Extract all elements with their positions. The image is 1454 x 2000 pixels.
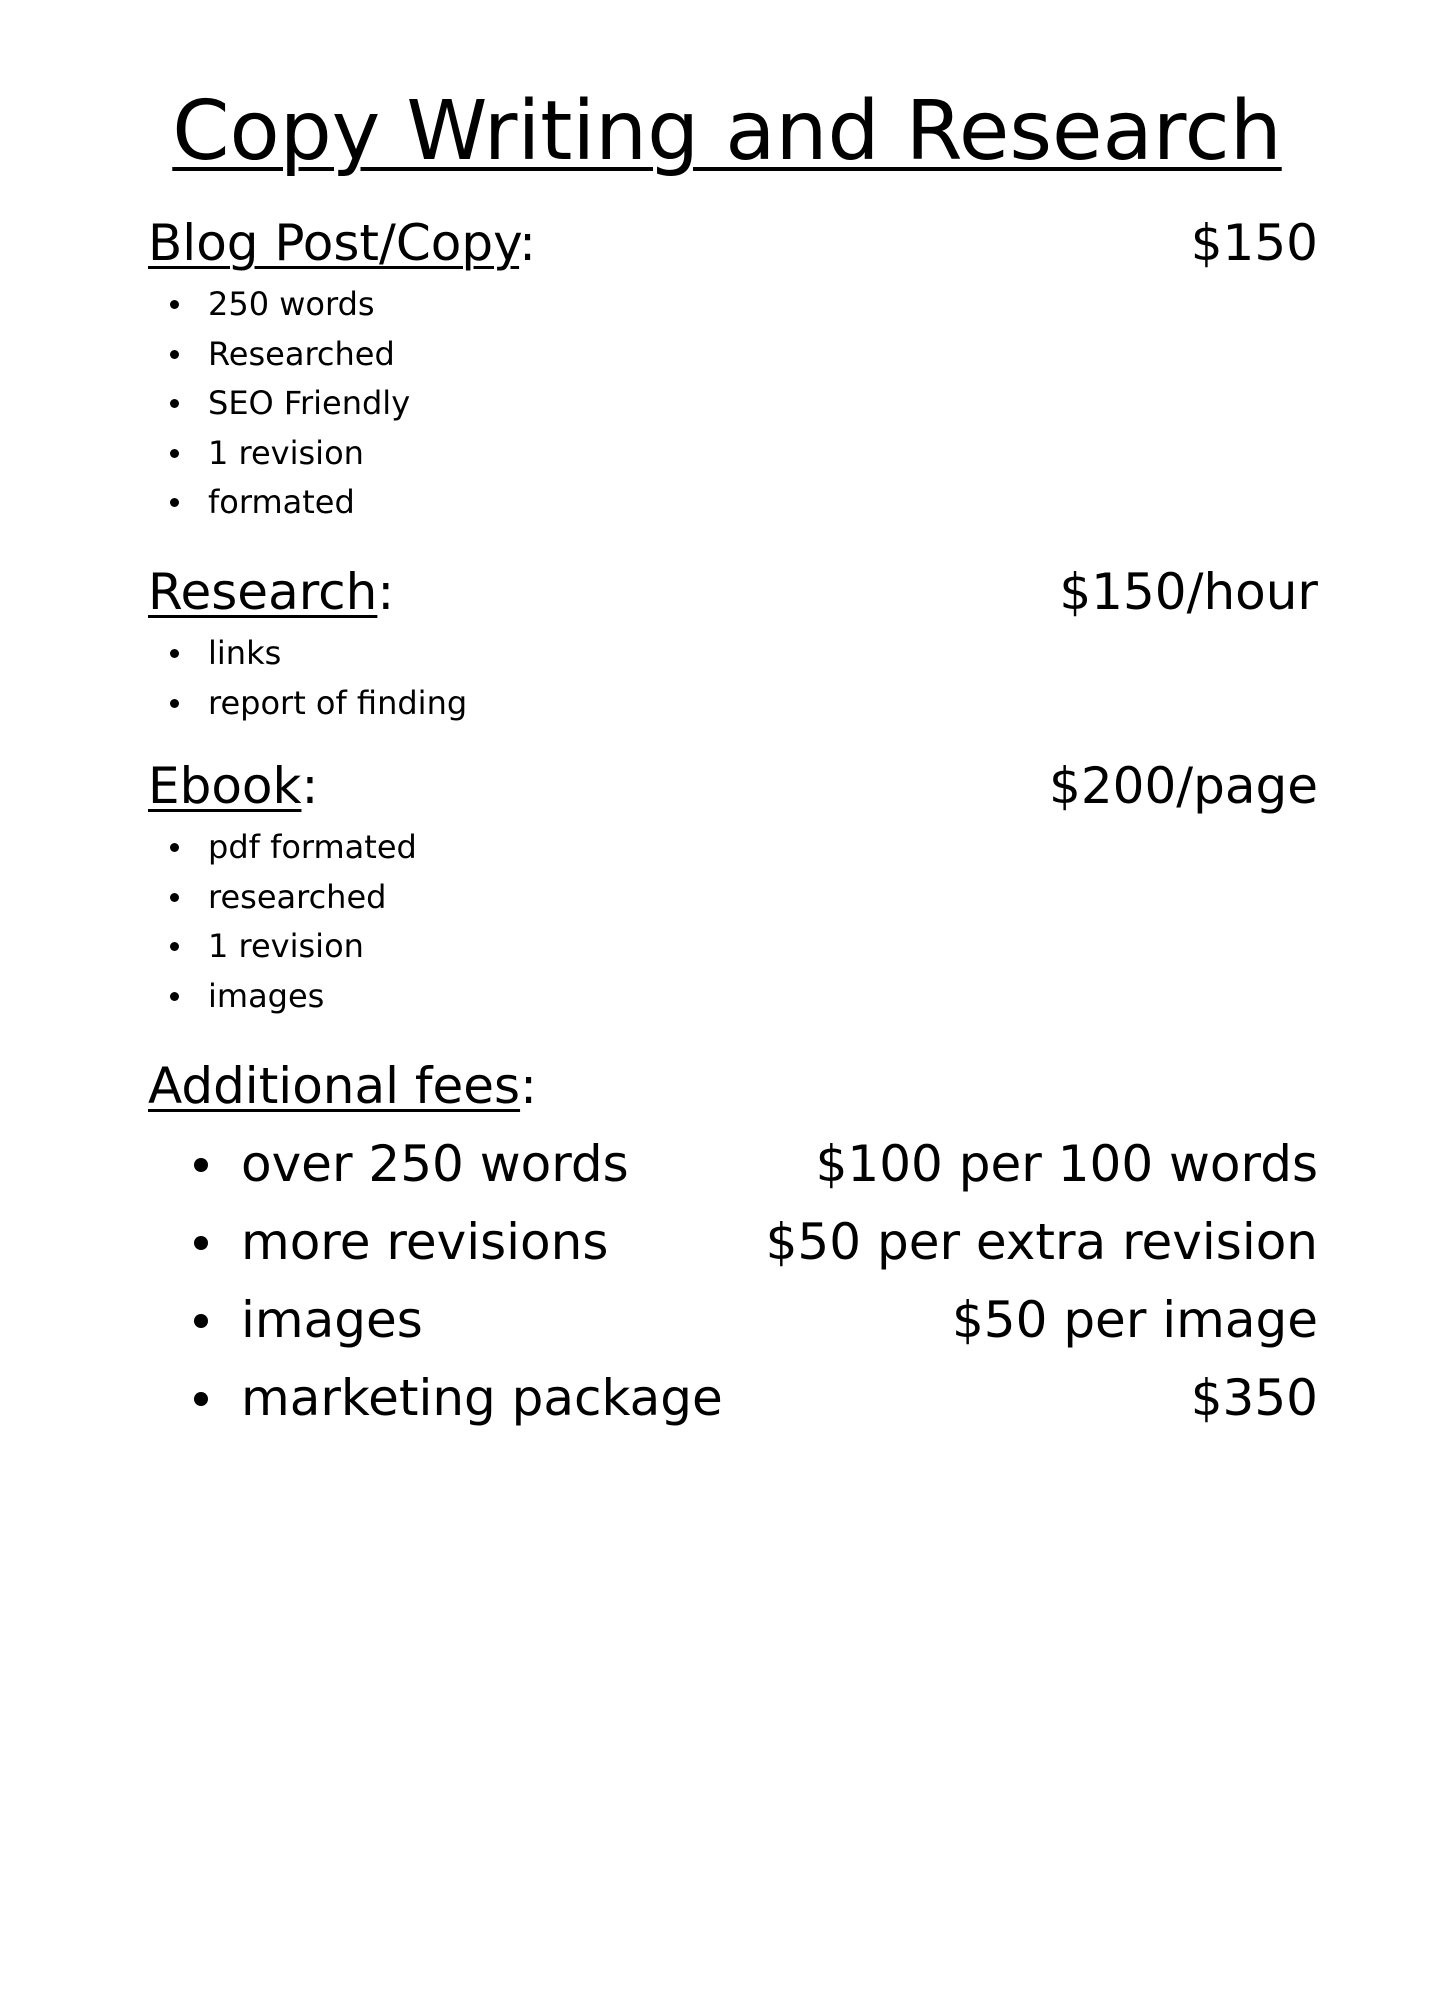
list-item: 250 words [148, 280, 1318, 330]
bullet-icon [194, 1236, 208, 1250]
list-item: SEO Friendly [148, 379, 1318, 429]
section-header [148, 208, 1318, 278]
fee-label: images [241, 1291, 423, 1349]
bullet-icon [170, 843, 179, 852]
bullet-icon [194, 1392, 208, 1406]
list-item: links [148, 629, 1318, 679]
section-header [148, 751, 1318, 821]
bullet-icon [194, 1314, 208, 1328]
fee-row [148, 1125, 1318, 1203]
fee-label: marketing package [241, 1369, 723, 1427]
fee-price: $100 per 100 words [815, 1135, 1318, 1193]
section-ebook [148, 751, 1318, 1021]
bullet-icon [170, 942, 179, 951]
list-item: 1 revision [148, 922, 1318, 972]
list-item: researched [148, 873, 1318, 923]
feature-list [148, 280, 1318, 528]
fee-row [148, 1203, 1318, 1281]
section-title: Ebook: [148, 757, 319, 815]
bullet-icon [170, 992, 179, 1001]
page-title: Copy Writing and Research [172, 84, 1282, 179]
bullet-icon [170, 498, 179, 507]
bullet-icon [170, 649, 179, 658]
section-header [148, 1051, 1318, 1121]
section-price: $150/hour [1059, 563, 1318, 621]
fee-list [148, 1125, 1318, 1437]
section-title: Additional fees: [148, 1057, 537, 1115]
fee-row [148, 1359, 1318, 1437]
bullet-icon [170, 300, 179, 309]
bullet-icon [170, 893, 179, 902]
section-price: $200/page [1049, 757, 1318, 815]
list-item: Researched [148, 330, 1318, 380]
section-additional-fees [148, 1051, 1318, 1437]
bullet-icon [170, 350, 179, 359]
bullet-icon [170, 699, 179, 708]
fee-label: more revisions [241, 1213, 609, 1271]
section-title: Blog Post/Copy: [148, 214, 536, 272]
section-header [148, 557, 1318, 627]
section-title: Research: [148, 563, 395, 621]
bullet-icon [170, 449, 179, 458]
section-blog-post [148, 208, 1318, 528]
feature-list [148, 823, 1318, 1021]
list-item: report of finding [148, 679, 1318, 729]
bullet-icon [170, 399, 179, 408]
fee-price: $50 per image [951, 1291, 1318, 1349]
fee-price: $50 per extra revision [765, 1213, 1318, 1271]
list-item: pdf formated [148, 823, 1318, 873]
feature-list [148, 629, 1318, 728]
fee-row [148, 1281, 1318, 1359]
list-item: 1 revision [148, 429, 1318, 479]
section-research [148, 557, 1318, 728]
section-price: $150 [1190, 214, 1318, 272]
list-item: images [148, 972, 1318, 1022]
bullet-icon [194, 1158, 208, 1172]
list-item: formated [148, 478, 1318, 528]
fee-label: over 250 words [241, 1135, 629, 1193]
fee-price: $350 [1190, 1369, 1318, 1427]
